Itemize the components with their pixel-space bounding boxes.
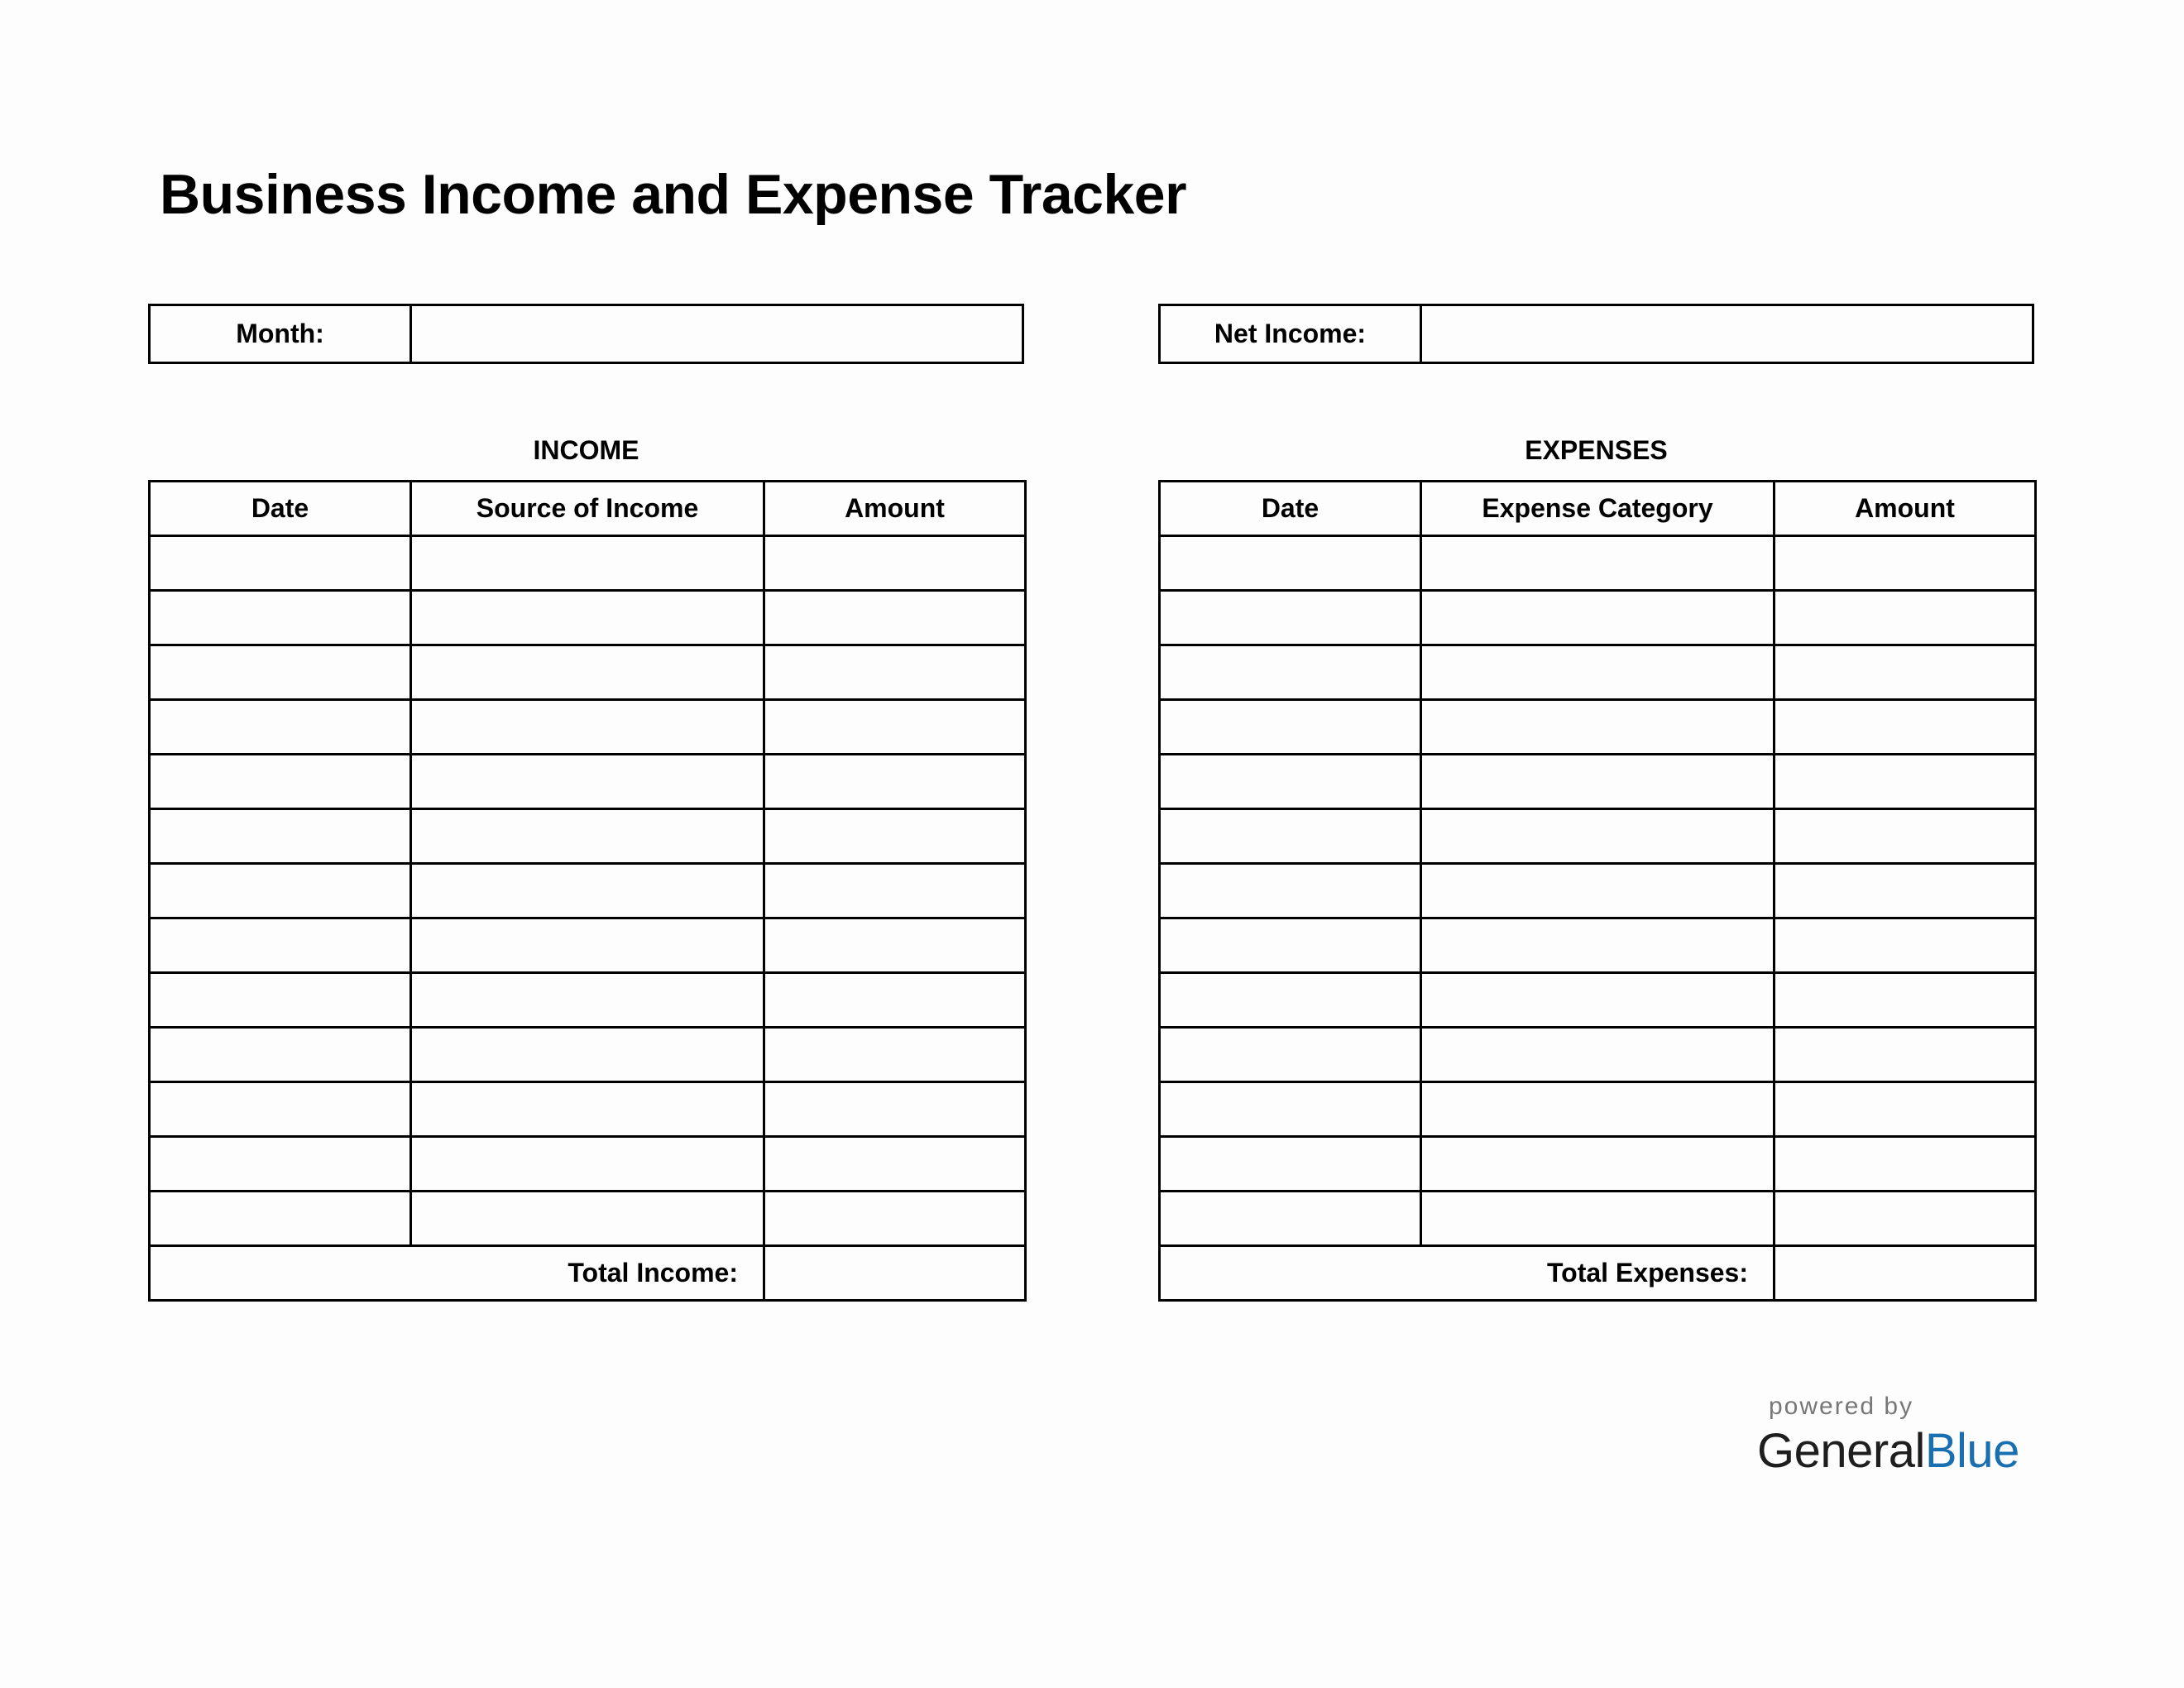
expenses-category-cell[interactable] bbox=[1421, 755, 1774, 809]
expenses-date-cell[interactable] bbox=[1160, 755, 1421, 809]
income-source-cell[interactable] bbox=[411, 1082, 764, 1137]
expenses-date-cell[interactable] bbox=[1160, 645, 1421, 700]
income-amount-cell[interactable] bbox=[764, 1028, 1026, 1082]
expenses-row bbox=[1160, 973, 2036, 1028]
income-amount-cell[interactable] bbox=[764, 645, 1026, 700]
expenses-category-cell[interactable] bbox=[1421, 973, 1774, 1028]
income-source-cell[interactable] bbox=[411, 1192, 764, 1246]
income-row bbox=[150, 645, 1026, 700]
expenses-header-category: Expense Category bbox=[1421, 482, 1774, 536]
income-amount-cell[interactable] bbox=[764, 973, 1026, 1028]
expenses-date-cell[interactable] bbox=[1160, 591, 1421, 645]
expenses-category-cell[interactable] bbox=[1421, 809, 1774, 864]
expenses-date-cell[interactable] bbox=[1160, 536, 1421, 591]
expenses-date-cell[interactable] bbox=[1160, 1082, 1421, 1137]
income-date-cell[interactable] bbox=[150, 809, 411, 864]
income-amount-cell[interactable] bbox=[764, 700, 1026, 755]
income-date-cell[interactable] bbox=[150, 918, 411, 973]
expenses-date-cell[interactable] bbox=[1160, 1137, 1421, 1192]
expenses-amount-cell[interactable] bbox=[1774, 973, 2036, 1028]
income-total-row bbox=[150, 1246, 1026, 1301]
expenses-date-cell[interactable] bbox=[1160, 864, 1421, 918]
income-date-cell[interactable] bbox=[150, 973, 411, 1028]
expenses-category-cell[interactable] bbox=[1421, 1082, 1774, 1137]
expenses-row bbox=[1160, 809, 2036, 864]
expenses-amount-cell[interactable] bbox=[1774, 1028, 2036, 1082]
expenses-row bbox=[1160, 1082, 2036, 1137]
expenses-amount-cell[interactable] bbox=[1774, 1192, 2036, 1246]
income-source-cell[interactable] bbox=[411, 1028, 764, 1082]
income-source-cell[interactable] bbox=[411, 809, 764, 864]
income-header-amount: Amount bbox=[764, 482, 1026, 536]
income-source-cell[interactable] bbox=[411, 700, 764, 755]
income-amount-cell[interactable] bbox=[764, 536, 1026, 591]
expenses-category-cell[interactable] bbox=[1421, 1137, 1774, 1192]
expenses-total-row bbox=[1160, 1246, 2036, 1301]
income-date-cell[interactable] bbox=[150, 1028, 411, 1082]
income-source-cell[interactable] bbox=[411, 645, 764, 700]
month-label: Month: bbox=[151, 306, 412, 362]
expenses-row bbox=[1160, 1192, 2036, 1246]
expenses-amount-cell[interactable] bbox=[1774, 755, 2036, 809]
expenses-date-cell[interactable] bbox=[1160, 918, 1421, 973]
expenses-row bbox=[1160, 1028, 2036, 1082]
income-row bbox=[150, 591, 1026, 645]
total-expenses-field[interactable] bbox=[1774, 1246, 2036, 1301]
expenses-date-cell[interactable] bbox=[1160, 973, 1421, 1028]
expenses-amount-cell[interactable] bbox=[1774, 918, 2036, 973]
income-source-cell[interactable] bbox=[411, 973, 764, 1028]
income-date-cell[interactable] bbox=[150, 1082, 411, 1137]
expenses-category-cell[interactable] bbox=[1421, 918, 1774, 973]
net-income-box bbox=[1158, 304, 2034, 364]
income-amount-cell[interactable] bbox=[764, 1137, 1026, 1192]
income-date-cell[interactable] bbox=[150, 755, 411, 809]
income-source-cell[interactable] bbox=[411, 864, 764, 918]
income-date-cell[interactable] bbox=[150, 864, 411, 918]
expenses-header-date: Date bbox=[1160, 482, 1421, 536]
expenses-amount-cell[interactable] bbox=[1774, 591, 2036, 645]
expenses-section-title: EXPENSES bbox=[1525, 435, 1668, 465]
income-date-cell[interactable] bbox=[150, 1137, 411, 1192]
month-box bbox=[148, 304, 1024, 364]
income-amount-cell[interactable] bbox=[764, 1192, 1026, 1246]
income-source-cell[interactable] bbox=[411, 536, 764, 591]
income-rows bbox=[150, 536, 1026, 1246]
expenses-row bbox=[1160, 1137, 2036, 1192]
expenses-amount-cell[interactable] bbox=[1774, 1137, 2036, 1192]
income-header-row bbox=[150, 482, 1026, 536]
income-row bbox=[150, 536, 1026, 591]
expenses-row bbox=[1160, 536, 2036, 591]
income-row bbox=[150, 918, 1026, 973]
income-source-cell[interactable] bbox=[411, 1137, 764, 1192]
income-amount-cell[interactable] bbox=[764, 918, 1026, 973]
expenses-amount-cell[interactable] bbox=[1774, 809, 2036, 864]
expenses-row bbox=[1160, 918, 2036, 973]
expenses-category-cell[interactable] bbox=[1421, 1028, 1774, 1082]
income-section-title: INCOME bbox=[533, 435, 639, 465]
month-field[interactable] bbox=[412, 306, 1022, 362]
income-source-cell[interactable] bbox=[411, 755, 764, 809]
expenses-category-cell[interactable] bbox=[1421, 591, 1774, 645]
expenses-category-cell[interactable] bbox=[1421, 1192, 1774, 1246]
expenses-rows bbox=[1160, 536, 2036, 1246]
income-source-cell[interactable] bbox=[411, 918, 764, 973]
expenses-date-cell[interactable] bbox=[1160, 1028, 1421, 1082]
logo-text-general: General bbox=[1757, 1424, 1925, 1478]
income-date-cell[interactable] bbox=[150, 591, 411, 645]
income-source-cell[interactable] bbox=[411, 591, 764, 645]
income-row bbox=[150, 1082, 1026, 1137]
total-expenses-label: Total Expenses: bbox=[1160, 1246, 1774, 1301]
income-row bbox=[150, 1137, 1026, 1192]
income-row bbox=[150, 755, 1026, 809]
expenses-amount-cell[interactable] bbox=[1774, 536, 2036, 591]
income-date-cell[interactable] bbox=[150, 1192, 411, 1246]
income-row bbox=[150, 700, 1026, 755]
income-amount-cell[interactable] bbox=[764, 755, 1026, 809]
income-date-cell[interactable] bbox=[150, 700, 411, 755]
expenses-amount-cell[interactable] bbox=[1774, 700, 2036, 755]
generalblue-logo bbox=[1757, 1423, 2019, 1479]
logo-text-blue: Blue bbox=[1924, 1424, 2019, 1478]
expenses-table bbox=[1158, 480, 2037, 1302]
powered-by-text: powered by bbox=[1769, 1393, 1914, 1420]
expenses-row bbox=[1160, 645, 2036, 700]
expenses-date-cell[interactable] bbox=[1160, 700, 1421, 755]
expenses-category-cell[interactable] bbox=[1421, 700, 1774, 755]
income-row bbox=[150, 864, 1026, 918]
income-amount-cell[interactable] bbox=[764, 864, 1026, 918]
expenses-row bbox=[1160, 864, 2036, 918]
income-header-source: Source of Income bbox=[411, 482, 764, 536]
income-row bbox=[150, 809, 1026, 864]
expenses-row bbox=[1160, 700, 2036, 755]
total-income-label: Total Income: bbox=[150, 1246, 764, 1301]
income-amount-cell[interactable] bbox=[764, 809, 1026, 864]
expenses-amount-cell[interactable] bbox=[1774, 645, 2036, 700]
expenses-amount-cell[interactable] bbox=[1774, 1082, 2036, 1137]
income-row bbox=[150, 1192, 1026, 1246]
income-table bbox=[148, 480, 1027, 1302]
income-row bbox=[150, 973, 1026, 1028]
income-header-date: Date bbox=[150, 482, 411, 536]
expenses-date-cell[interactable] bbox=[1160, 809, 1421, 864]
total-income-field[interactable] bbox=[764, 1246, 1026, 1301]
expenses-category-cell[interactable] bbox=[1421, 645, 1774, 700]
expenses-header-row bbox=[1160, 482, 2036, 536]
net-income-label: Net Income: bbox=[1161, 306, 1422, 362]
expenses-category-cell[interactable] bbox=[1421, 536, 1774, 591]
income-row bbox=[150, 1028, 1026, 1082]
expenses-header-amount: Amount bbox=[1774, 482, 2036, 536]
income-amount-cell[interactable] bbox=[764, 1082, 1026, 1137]
expenses-category-cell[interactable] bbox=[1421, 864, 1774, 918]
expenses-date-cell[interactable] bbox=[1160, 1192, 1421, 1246]
income-amount-cell[interactable] bbox=[764, 591, 1026, 645]
expenses-amount-cell[interactable] bbox=[1774, 864, 2036, 918]
income-date-cell[interactable] bbox=[150, 645, 411, 700]
net-income-field[interactable] bbox=[1422, 306, 2032, 362]
page-title: Business Income and Expense Tracker bbox=[160, 163, 1187, 226]
income-date-cell[interactable] bbox=[150, 536, 411, 591]
expenses-row bbox=[1160, 755, 2036, 809]
expenses-row bbox=[1160, 591, 2036, 645]
